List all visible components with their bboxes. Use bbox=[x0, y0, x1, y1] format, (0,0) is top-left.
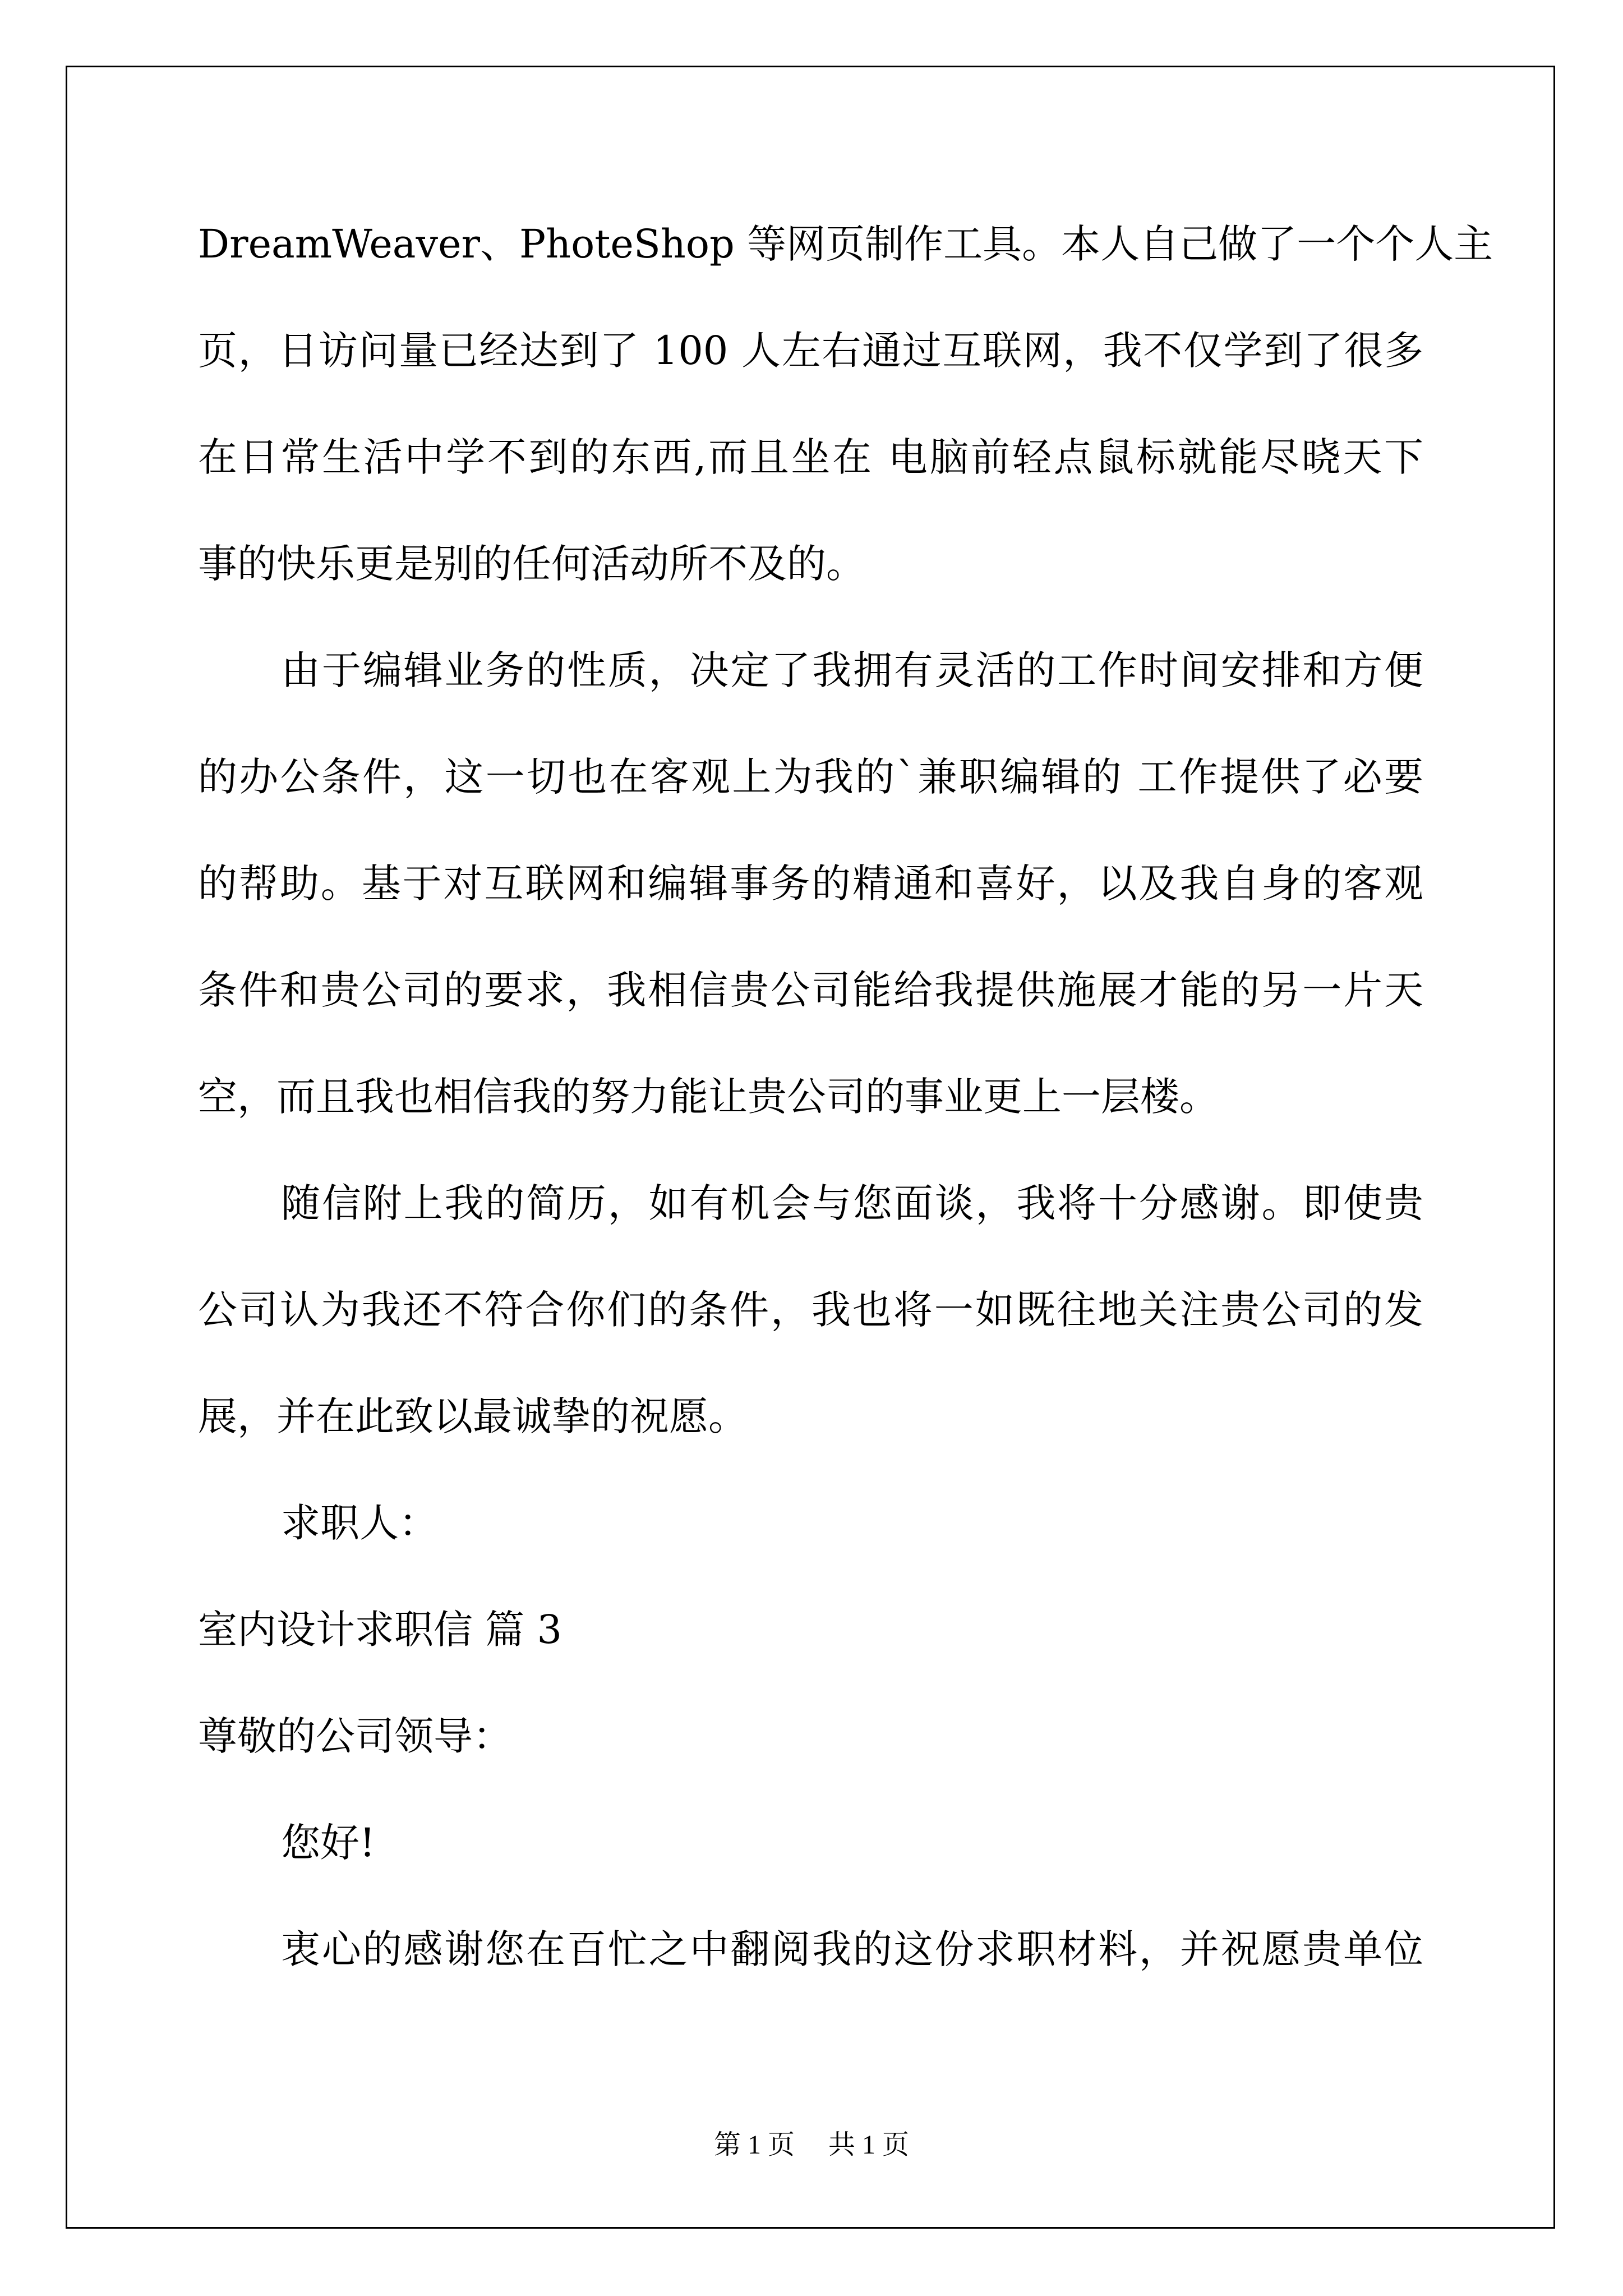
paragraph-line: 的办公条件，这一切也在客观上为我的`兼职编辑的 工作提供了必要 bbox=[198, 754, 1423, 800]
paragraph-line: 条件和贵公司的要求，我相信贵公司能给我提供施展才能的另一片天 bbox=[198, 967, 1423, 1013]
paragraph-line: 的帮助。基于对互联网和编辑事务的精通和喜好，以及我自身的客观 bbox=[198, 861, 1423, 907]
section-title: 室内设计求职信 篇 3 bbox=[198, 1607, 562, 1653]
salutation: 尊敬的公司领导： bbox=[198, 1713, 512, 1759]
paragraph-line: 衷心的感谢您在百忙之中翻阅我的这份求职材料，并祝愿贵单位 bbox=[281, 1926, 1423, 1972]
greeting: 您好! bbox=[281, 1820, 376, 1866]
paragraph-line: 展，并在此致以最诚挚的祝愿。 bbox=[198, 1393, 748, 1439]
paragraph-line: 空，而且我也相信我的努力能让贵公司的事业更上一层楼。 bbox=[198, 1074, 1219, 1120]
page-number-current: 第 1 页 bbox=[713, 2130, 795, 2160]
applicant-label: 求职人： bbox=[281, 1500, 438, 1546]
paragraph-line: 页，日访问量已经达到了 100 人左右通过互联网，我不仅学到了很多 bbox=[198, 328, 1423, 374]
paragraph-line: 事的快乐更是别的任何活动所不及的。 bbox=[198, 541, 865, 587]
paragraph-line: DreamWeaver、PhoteShop 等网页制作工具。本人自己做了一个个人主 bbox=[198, 221, 1493, 267]
page-number-total: 共 1 页 bbox=[828, 2130, 910, 2160]
paragraph-line: 由于编辑业务的性质，决定了我拥有灵活的工作时间安排和方便 bbox=[281, 647, 1423, 693]
paragraph-line: 在日常生活中学不到的东西,而且坐在 电脑前轻点鼠标就能尽晓天下 bbox=[198, 434, 1423, 480]
paragraph-line: 公司认为我还不符合你们的条件，我也将一如既往地关注贵公司的发 bbox=[198, 1287, 1423, 1333]
paragraph-line: 随信附上我的简历，如有机会与您面谈，我将十分感谢。即使贵 bbox=[281, 1180, 1423, 1226]
page-border bbox=[66, 66, 1555, 2229]
page-footer bbox=[0, 2128, 1623, 2162]
